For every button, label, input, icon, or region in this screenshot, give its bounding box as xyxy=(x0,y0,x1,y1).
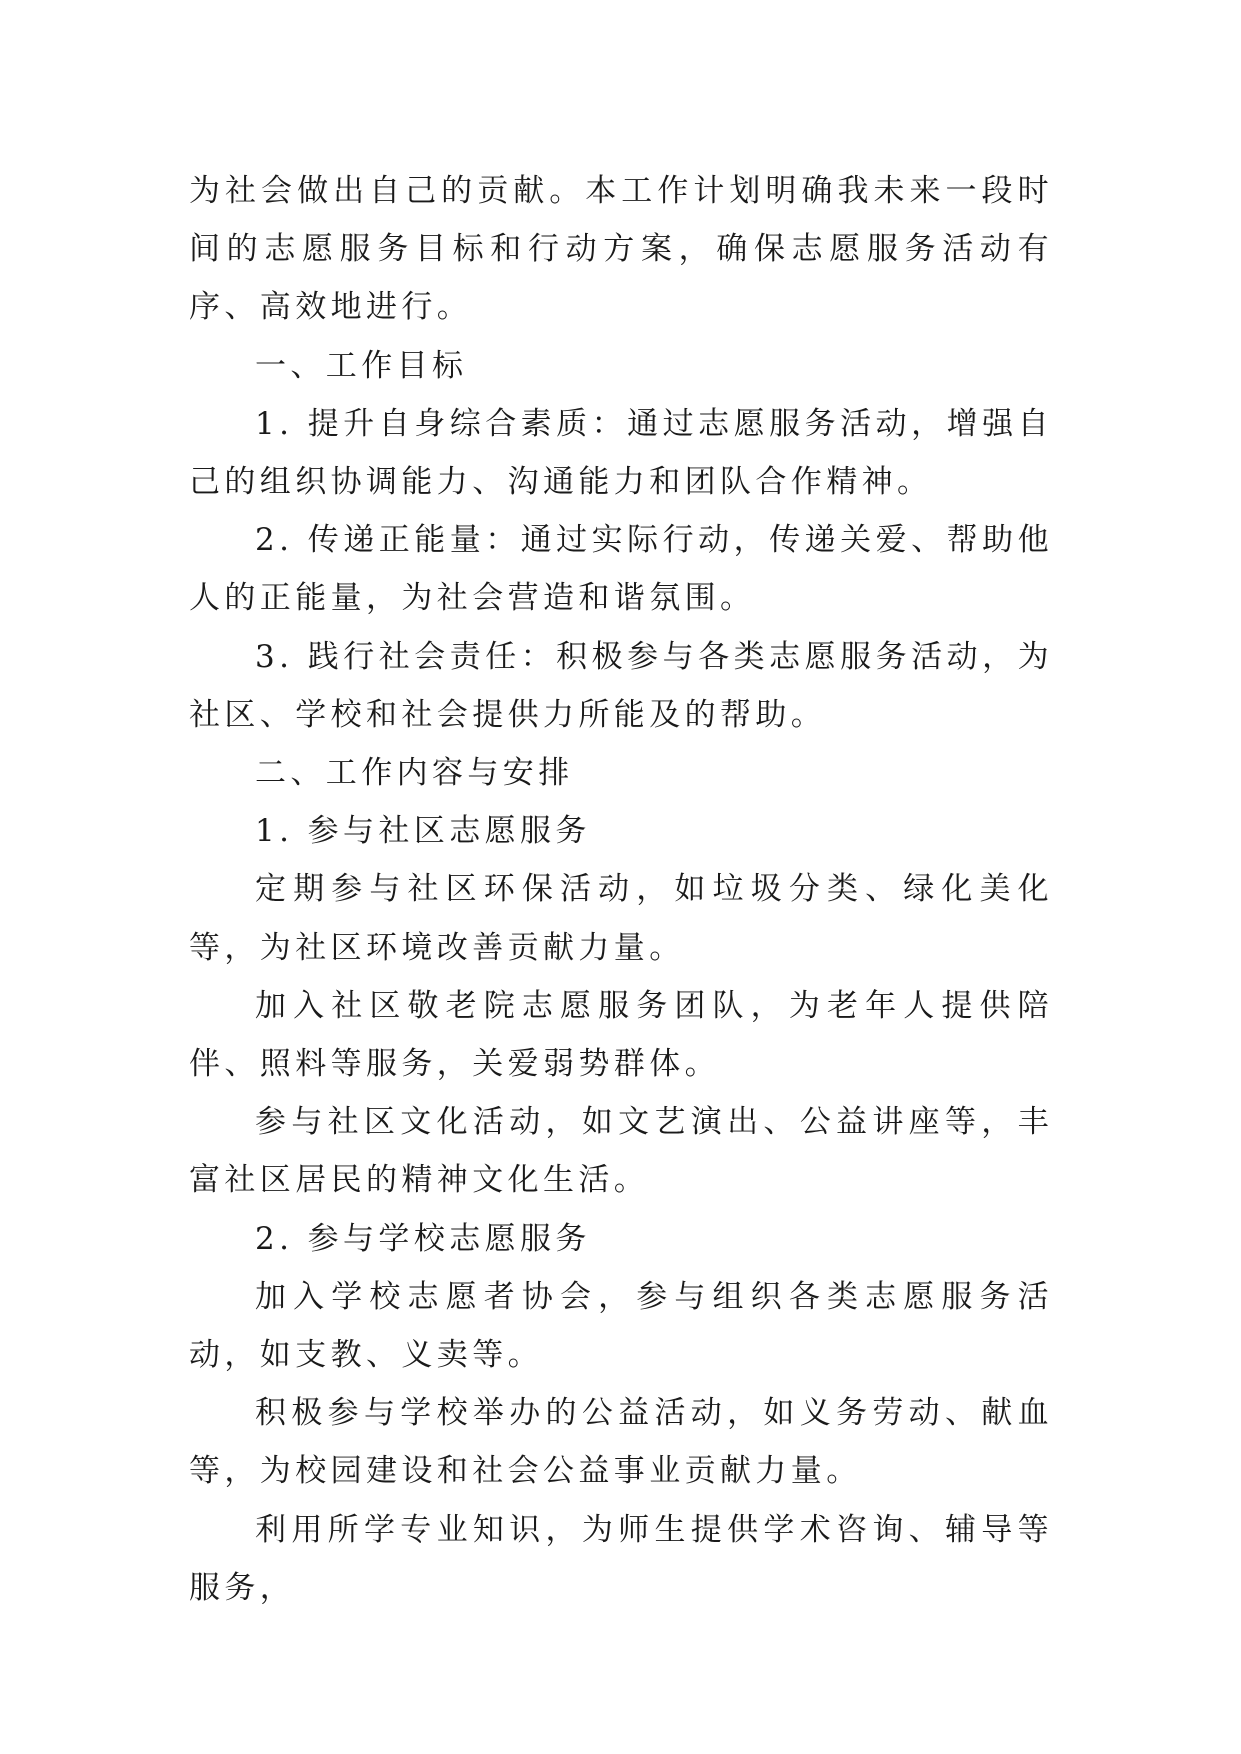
heading-work-goals: 一、工作目标 xyxy=(255,347,468,384)
goal-item-3: 3. 践行社会责任：积极参与各类志愿服务活动，为社区、学校和社会提供力所能及的帮助。 xyxy=(189,638,1053,733)
subheading-community-service: 1. 参与社区志愿服务 xyxy=(255,813,591,850)
community-item-environment: 定期参与社区环保活动，如垃圾分类、绿化美化等，为社区环境改善贡献力量。 xyxy=(189,871,1053,966)
document-body xyxy=(189,162,1053,1617)
school-item-association: 加入学校志愿者协会，参与组织各类志愿服务活动，如支教、义卖等。 xyxy=(189,1278,1053,1374)
goal-item-1: 1. 提升自身综合素质：通过志愿服务活动，增强自己的组织协调能力、沟通能力和团队合作精神。 xyxy=(189,405,1053,501)
community-item-elderly: 加入社区敬老院志愿服务团队，为老年人提供陪伴、照料等服务，关爱弱势群体。 xyxy=(189,987,1053,1083)
school-item-public-welfare: 积极参与学校举办的公益活动，如义务劳动、献血等，为校园建设和社会公益事业贡献力量。 xyxy=(189,1395,1053,1490)
goal-item-2: 2. 传递正能量：通过实际行动，传递关爱、帮助他人的正能量，为社会营造和谐氛围。 xyxy=(189,522,1053,617)
subheading-school-service: 2. 参与学校志愿服务 xyxy=(255,1220,591,1257)
heading-work-content: 二、工作内容与安排 xyxy=(255,755,574,792)
community-item-culture: 参与社区文化活动，如文艺演出、公益讲座等，丰富社区居民的精神文化生活。 xyxy=(189,1104,1053,1199)
paragraph-intro: 为社会做出自己的贡献。本工作计划明确我未来一段时间的志愿服务目标和行动方案，确保志愿服务活动有序、高效地进行。 xyxy=(189,173,1053,326)
school-item-academic: 利用所学专业知识，为师生提供学术咨询、辅导等服务， xyxy=(189,1511,1053,1606)
